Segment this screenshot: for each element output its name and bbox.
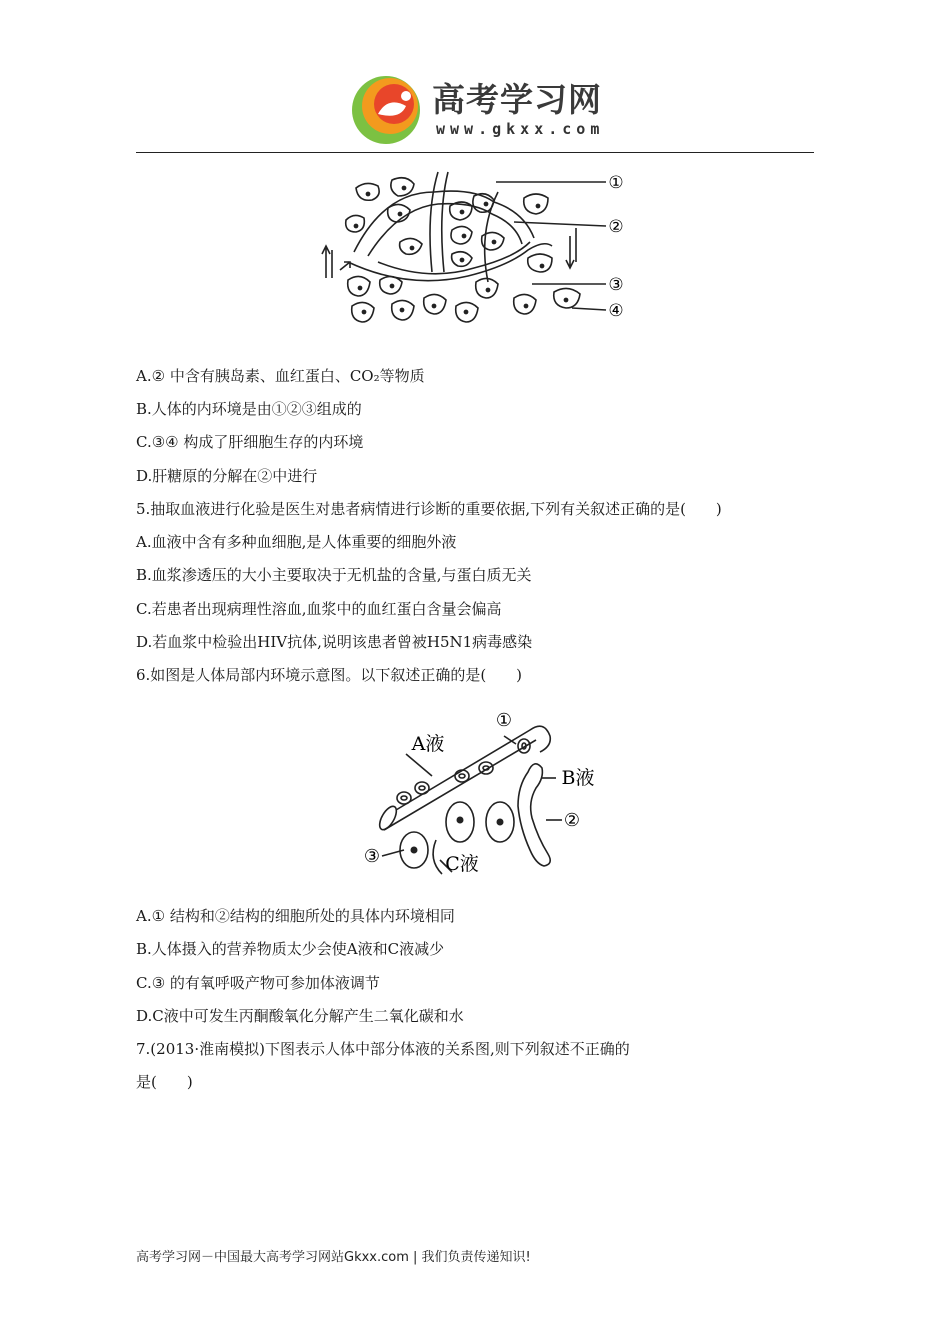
fig1-label-4: ④ — [608, 301, 624, 321]
fig2-label-1: ① — [495, 710, 513, 731]
q4-option-c: C.③④ 构成了肝细胞生存的内环境 — [136, 433, 364, 451]
q6-option-d: D.C液中可发生丙酮酸氧化分解产生二氧化碳和水 — [136, 1007, 464, 1025]
fig1-label-2: ② — [608, 217, 624, 237]
q4-option-b: B.人体的内环境是由①②③组成的 — [136, 400, 362, 418]
q5-option-a: A.血液中含有多种血细胞,是人体重要的细胞外液 — [136, 533, 457, 551]
q6-option-c: C.③ 的有氧呼吸产物可参加体液调节 — [136, 974, 380, 992]
figure-liver-tissue — [318, 166, 638, 332]
q5-option-b: B.血浆渗透压的大小主要取决于无机盐的含量,与蛋白质无关 — [136, 566, 532, 584]
q5-option-d: D.若血浆中检验出HIV抗体,说明该患者曾被H5N1病毒感染 — [136, 633, 533, 651]
q6-stem: 6.如图是人体局部内环境示意图。以下叙述正确的是( ) — [136, 666, 523, 684]
q5-stem: 5.抽取血液进行化验是医生对患者病情进行诊断的重要依据,下列有关叙述正确的是( ) — [136, 500, 722, 518]
q4-option-d: D.肝糖原的分解在②中进行 — [136, 467, 318, 485]
fig2-label-b: B液 — [561, 767, 595, 789]
q7-stem-line1: 7.(2013·淮南模拟)下图表示人体中部分体液的关系图,则下列叙述不正确的 — [136, 1040, 630, 1058]
fig2-label-2: ② — [563, 810, 581, 831]
logo-mark-icon — [348, 70, 428, 146]
logo-url: www.gkxx.com — [436, 120, 605, 138]
q6-option-b: B.人体摄入的营养物质太少会使A液和C液减少 — [136, 940, 445, 958]
figure-internal-environment — [356, 700, 606, 885]
q7-stem-line2: 是( ) — [136, 1073, 193, 1091]
fig1-label-1: ① — [608, 173, 624, 193]
q5-option-c: C.若患者出现病理性溶血,血浆中的血红蛋白含量会偏高 — [136, 600, 502, 618]
q4-option-a: A.② 中含有胰岛素、血红蛋白、CO₂等物质 — [136, 367, 425, 385]
page-footer: 高考学习网－中国最大高考学习网站Gkxx.com | 我们负责传递知识! — [136, 1250, 531, 1265]
logo-title: 高考学习网 — [432, 80, 602, 119]
fig2-label-a: A液 — [411, 733, 445, 755]
header-divider — [136, 152, 814, 153]
fig1-label-3: ③ — [608, 275, 624, 295]
site-logo — [348, 68, 618, 148]
q6-option-a: A.① 结构和②结构的细胞所处的具体内环境相同 — [136, 907, 455, 925]
fig2-label-3: ③ — [363, 846, 381, 867]
fig2-label-c: C液 — [445, 853, 479, 875]
